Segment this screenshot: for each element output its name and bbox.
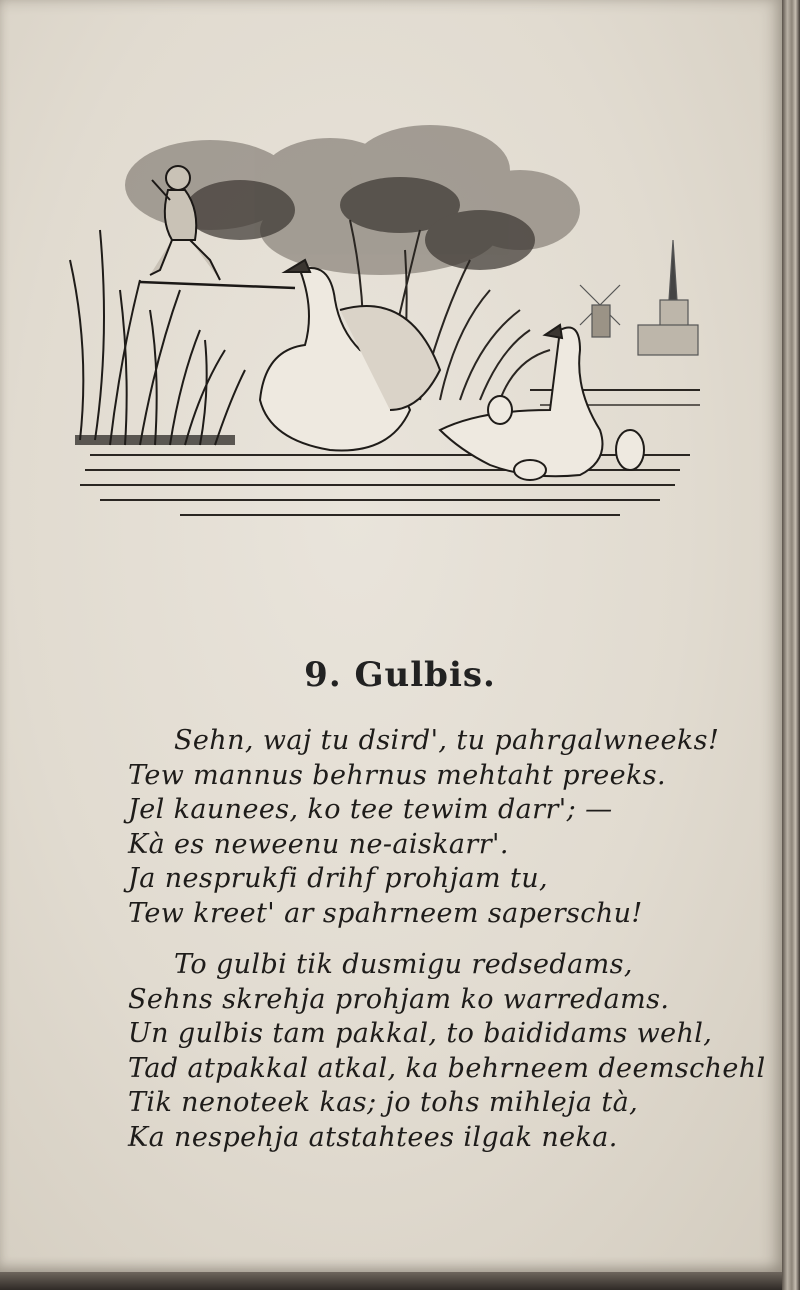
poem-line: Kà es neweenu ne-aiskarr'.: [128, 828, 509, 860]
poem-number: 9.: [304, 655, 342, 695]
book-edge-bottom: [0, 1272, 782, 1290]
swan-mother-with-cygnets: [440, 325, 644, 480]
poem-line: To gulbi tik dusmigu redsedams,: [174, 949, 633, 980]
poem-title: Gulbis.: [354, 655, 496, 695]
poem-line: Tad atpakkal atkal, ka behrneem deemschehl: [128, 1052, 766, 1084]
poem-line: Un gulbis tam pakkal, to baididams wehl,: [128, 1018, 713, 1049]
distant-village: [580, 240, 698, 355]
poem-heading: [0, 655, 800, 695]
poem-line: Tik nenoteek kas; jo tohs mihleja tà,: [128, 1087, 639, 1118]
poem-line: Tew kreet' ar spahrneem saperschu!: [128, 897, 643, 929]
book-edge-right: [782, 0, 800, 1290]
poem-line: Ja nesprukfi drihf prohjam tu,: [128, 863, 548, 894]
reeds-left: [70, 230, 245, 445]
stanza-2: [128, 948, 766, 1155]
poem-line: Sehns skrehja prohjam ko warredams.: [128, 983, 670, 1015]
poem-line: Jel kaunees, ko tee tewim darr'; —: [128, 794, 613, 825]
poem-line: Tew mannus behrnus mehtaht preeks.: [128, 759, 666, 791]
poem-line: Sehn, waj tu dsird', tu pahrgalwneeks!: [174, 725, 720, 756]
poem-line: Ka nespehja atstahtees ilgak neka.: [128, 1121, 618, 1153]
swan-engraving-illustration: [60, 110, 710, 540]
stanza-1: [128, 724, 719, 931]
